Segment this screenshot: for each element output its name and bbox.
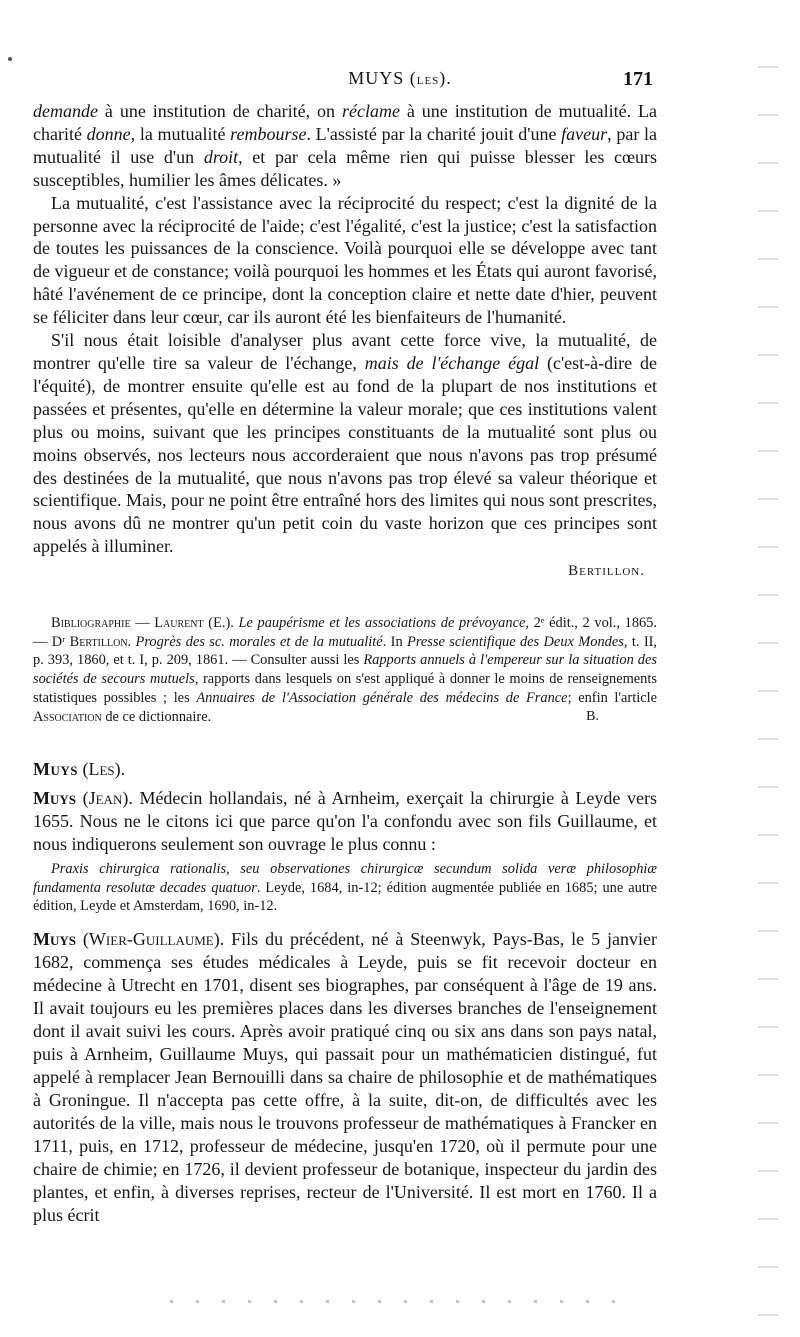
- bibliography-signature: B.: [586, 708, 599, 724]
- entry-section: [33, 758, 657, 1227]
- text-run: , la mutualité: [130, 123, 231, 144]
- running-head: [0, 68, 800, 89]
- entry-heading-rest: (Les).: [78, 759, 126, 779]
- text-run: ; enfin l'article: [567, 689, 657, 706]
- text-run: à une institution de mutualité. La charité: [33, 101, 657, 144]
- author-name: Laurent: [154, 615, 204, 631]
- entry-name: Muys: [33, 929, 76, 950]
- text-run: (c'est-à-dire de l'équité), de montrer ensuite qu'elle est au fond de la plupart de nos institutions et passées et présentes, qu'elle en détermine la valeur morale; que ces institutions valent plus ou moins, suivant que les principes constituants de la mutualité sont plus ou moins observés, nos lecteurs nous accorderaient que nous n'avons pas trop présumé des destinées de la mutualité, que nous n'avons pas trop élevé sa valeur théorique et scientifique. Mais, pour ne point être entraîné hors des limites qui nous sont prescrites, nous avons dû ne montrer qu'un petit coin du vaste horizon que ces principes sont appelés à illuminer.: [33, 352, 657, 557]
- text-run: , t. II, p. 393, 1860, et t. I, p. 209, 1861. — Consulter aussi les: [33, 633, 657, 669]
- entry-wier-guillaume: [33, 928, 657, 1227]
- running-head-end: ).: [439, 68, 452, 88]
- entry-heading-name: Muys: [33, 759, 78, 779]
- scan-margin-marks: [758, 20, 778, 1320]
- bibliography: [33, 614, 657, 726]
- work-title: Praxis chirurgica rationalis, seu observationes chirurgicæ secundum solida veræ philosophiæ fundamenta resolutæ decades quatuor: [33, 861, 657, 896]
- author-signature: Bertillon.: [568, 563, 645, 580]
- entry-text: Fils du précédent, né à Steenwyk, Pays-Bas, le 5 janvier 1682, commença ses études médicales à Leyde, puis se fit recevoir docteur en médecine à Utrecht en 1701, disent ses biographes, par conséquent à l'âge de 19 ans. Il avait toujours eu les premières places dans les diverses branches de l'enseignement dont il avait suivi les cours. Après avoir pratiqué cinq ou six ans dans son pays natal, puis à Arnheim, Guillaume Muys, qui passait pour un mathématicien distingué, fut appelé à remplacer Jean Bernouilli dans sa chaire de philosophie et de mathématiques à Groningue. Il n'accepta pas cette offre, à la suite, dit-on, de difficultés avec les autorités de la ville, mais nous le trouvons professeur de mathématiques à Francker en 1711, puis, en 1712, professeur de médecine, jusqu'en 1720, où il permute pour une chaire de chimie; en 1726, il devient professeur de botanique, inspecteur du jardin des plantes, et enfin, à diverses reprises, recteur de l'Université. Il est mort en 1760. Il a plus écrit: [33, 929, 657, 1226]
- text-run: . L'assisté par la charité jouit d'une: [306, 123, 562, 144]
- scan-bottom-marks: [170, 1300, 630, 1303]
- text-run: (E.).: [203, 615, 239, 631]
- entry-text: Médecin hollandais, né à Arnheim, exerçait la chirurgie à Leyde vers 1655. Nous ne le citons ici que parce qu'on l'a confondu avec son fils Guillaume, et nous indiquerons seulement son ouvrage le plus connu :: [33, 788, 657, 854]
- italic-term: faveur: [561, 123, 608, 144]
- italic-term: mais de l'échange égal: [364, 352, 540, 373]
- text-run: de ce dictionnaire.: [101, 708, 212, 725]
- paragraph-2: La mutualité, c'est l'assistance avec la réciprocité du respect; c'est la dignité de la personne avec la réciprocité de l'aide; c'est l'égalité, c'est la justice; c'est la satisfaction de toutes les puissances de la conscience. Voilà pourquoi elle se développe avec tant de vigueur et de constance; voilà pourquoi les hommes et les États qui auront favorisé, hâté l'avénement de ce principe, dont la conception claire et nette date d'hier, peuvent se féliciter dans leur cœur, car ils auront été les bienfaiteurs de l'humanité.: [33, 192, 657, 328]
- paragraph-1: [33, 100, 657, 192]
- bibliography-paragraph: [33, 614, 657, 726]
- text-run: S'il nous était loisible d'analyser plus avant cette force vive, la mutualité, de montrer qu'elle tire sa valeur de l'échange,: [33, 330, 657, 373]
- bibliography-label: Bibliographie: [51, 615, 131, 631]
- entry-jean-works: [33, 860, 657, 916]
- italic-term: demande: [33, 101, 98, 121]
- italic-term: rembourse: [230, 123, 307, 144]
- text-run: . In: [382, 633, 408, 650]
- entry-heading: [33, 758, 657, 781]
- work-title: Rapports annuels à l'empereur sur la situation des sociétés de secours mutuels: [33, 652, 657, 688]
- text-run: —: [130, 615, 155, 631]
- main-text: [33, 100, 657, 583]
- page-number: 171: [623, 68, 653, 90]
- entry-name: Muys: [33, 788, 76, 808]
- text-run: , et par cela même rien qui puisse blesser les cœurs susceptibles, humilier les âmes délicates. »: [33, 146, 657, 190]
- text-run: , rapports dans lesquels on s'est appliqué à donner le moins de renseignements statistiques possibles ; les: [33, 671, 657, 706]
- text-run: , 2ᵉ édit., 2 vol., 1865. — Dʳ: [33, 615, 658, 650]
- italic-term: réclame: [341, 101, 400, 121]
- entry-given-name: (Jean).: [76, 788, 140, 808]
- italic-term: donne: [86, 123, 131, 144]
- text-run: .: [127, 633, 136, 650]
- scan-speck: [8, 57, 12, 61]
- work-title: Annuaires de l'Association générale des médecins de France: [196, 689, 568, 706]
- running-head-main: MUYS (: [348, 68, 417, 88]
- entry-given-name: (Wier-Guillaume).: [76, 929, 232, 950]
- work-title: Presse scientifique des Deux Mondes: [407, 633, 624, 650]
- author-name: Bertillon: [69, 633, 128, 650]
- page-header: [0, 68, 800, 94]
- paragraph-3: [33, 329, 657, 558]
- work-title: Progrès des sc. morales et de la mutualité: [135, 633, 383, 650]
- text-run: . Leyde, 1684, in-12; édition augmentée publiée en 1685; une autre édition, Leyde et Amsterdam, 1690, in-12.: [33, 879, 657, 915]
- entry-jean: [33, 787, 657, 856]
- cross-reference: Association: [33, 708, 102, 725]
- running-head-small-caps: les: [416, 72, 440, 88]
- work-title: Le paupérisme et les associations de prévoyance: [238, 615, 526, 631]
- italic-term: droit: [203, 146, 239, 167]
- text-run: , par la mutualité il use d'un: [33, 123, 657, 167]
- text-run: à une institution de charité, on: [97, 101, 342, 121]
